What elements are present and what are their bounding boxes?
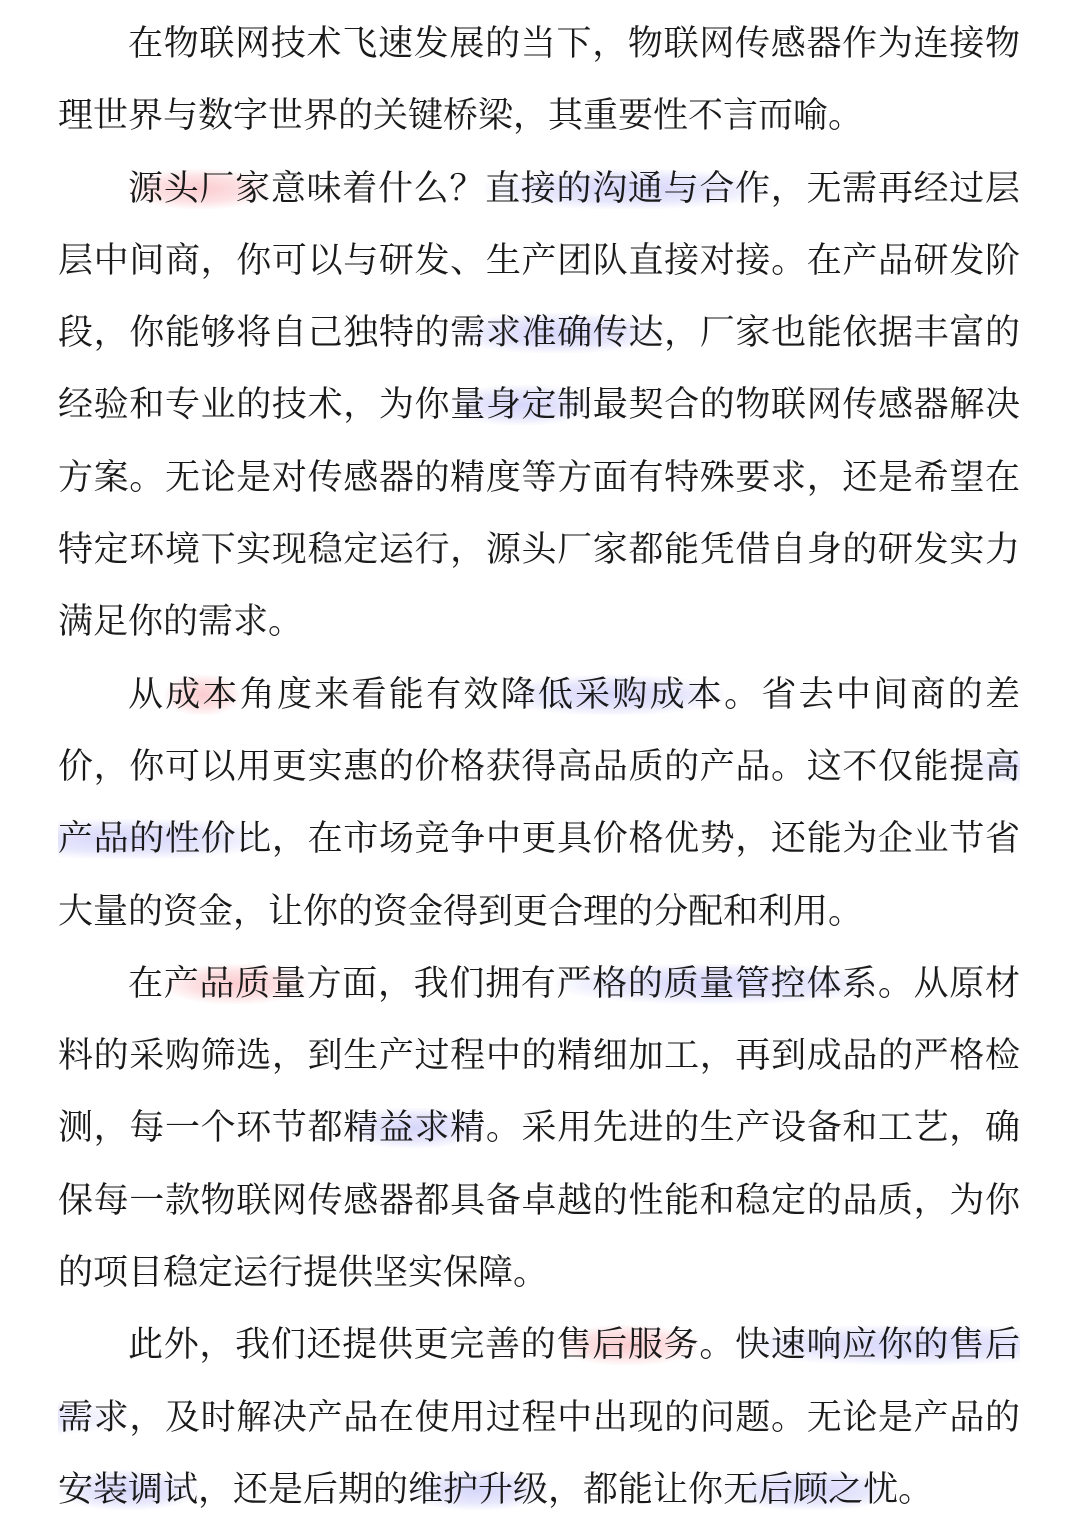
highlight-key-phrase: 严格的质量管控体系	[556, 963, 878, 1004]
text-segment: 。从原材料的采购筛选，到生产过程中的精细加工，再到成品的严格检测，每一个环节都	[58, 963, 1020, 1149]
highlight-key-term: 售后服务	[556, 1325, 700, 1366]
text-segment: 意味着什么？	[270, 168, 486, 209]
text-segment: ，都能让你	[548, 1469, 724, 1510]
paragraph-2	[58, 153, 1020, 659]
highlight-key-phrase: 维护升级	[408, 1469, 549, 1510]
text-segment: ，在市场竞争中更具价格优势，还能为企业节省大量的资金，让你的资金得到更合理的分配和利用。	[58, 819, 1020, 932]
text-segment: 方面，我们拥有	[306, 963, 557, 1004]
paragraph-1	[58, 8, 1020, 153]
paragraph-3	[58, 659, 1020, 948]
text-segment: ，还是后期的	[198, 1469, 409, 1510]
text-segment: ，厂家也能依据丰富的经验和专业的技术，为你	[58, 313, 1020, 426]
text-segment: 从	[128, 674, 166, 715]
highlight-key-phrase: 直接的沟通与合作	[485, 168, 771, 209]
text-segment: 。	[699, 1325, 736, 1366]
highlight-key-phrase: 需求准确传达	[450, 313, 665, 354]
text-segment: 角度来看能有效	[239, 674, 501, 715]
highlight-key-phrase: 量身定制	[450, 385, 593, 426]
highlight-key-term: 源头厂家	[128, 168, 271, 209]
text-segment: 。采用先进的生产设备和工艺，确保每一款物联网传感器都具备卓越的性能和稳定的品质，为你的项目稳定运行提供坚实保障。	[58, 1108, 1020, 1294]
text-segment: ，及时解决产品在使用过程中出现的问题。无论是产品的	[129, 1397, 1020, 1438]
paragraph-5	[58, 1309, 1020, 1526]
highlight-key-phrase: 提高产品的性价比	[58, 746, 1020, 860]
text-segment: 。	[898, 1469, 934, 1510]
highlight-key-term: 成本	[165, 674, 240, 715]
highlight-key-phrase: 无后顾之忧	[723, 1469, 899, 1510]
text-segment: 。省去中间商的差价，你可以用更实惠的价格获得高品质的产品。这不仅能	[58, 674, 1020, 787]
text-segment: 在	[128, 963, 164, 1004]
highlight-key-phrase: 精益求精	[343, 1108, 486, 1149]
highlight-key-phrase: 快速响应你的售后需求	[58, 1325, 1020, 1438]
text-segment: ，无需再经过层层中间商，你可以与研发、生产团队直接对接。在产品研发阶段，你能够将自己独特的	[58, 168, 1020, 354]
highlight-key-phrase: 安装调试	[58, 1469, 199, 1510]
highlight-key-phrase: 降低采购成本	[500, 674, 725, 715]
highlight-key-term: 产品质量	[163, 963, 307, 1004]
text-segment: 此外，我们还提供更完善的	[128, 1325, 557, 1366]
paragraph-4	[58, 948, 1020, 1309]
text-segment: 在物联网技术飞速发展的当下，物联网传感器作为连接物理世界与数字世界的关键桥梁，其重要性不言而喻。	[58, 24, 1020, 137]
article-body	[58, 8, 1020, 1526]
text-segment: 最契合的物联网传感器解决方案。无论是对传感器的精度等方面有特殊要求，还是希望在特定环境下实现稳定运行，源头厂家都能凭借自身的研发实力满足你的需求。	[58, 385, 1020, 643]
